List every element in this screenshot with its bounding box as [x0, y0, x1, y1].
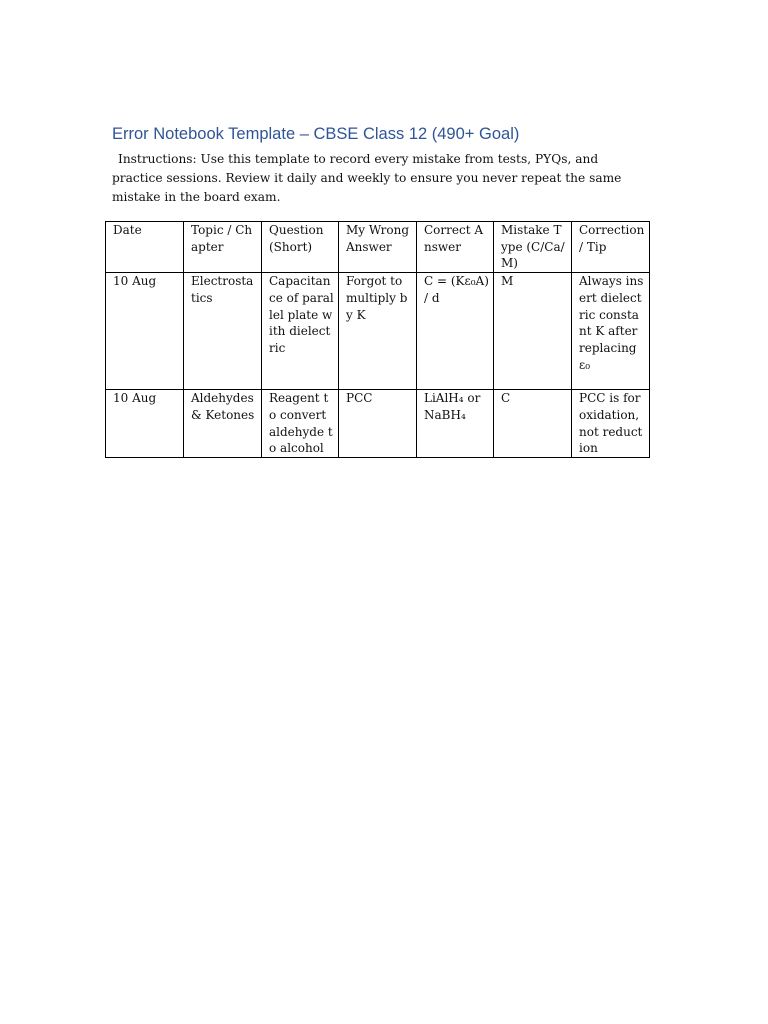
header-correction: Correction / Tip — [572, 222, 650, 273]
cell-correction: Always insert dielectric constant K after replacing ε₀ — [572, 273, 650, 390]
table-row — [106, 390, 650, 458]
cell-topic: Electrostatics — [184, 273, 262, 390]
error-table — [105, 221, 650, 458]
instructions-paragraph — [112, 150, 652, 207]
cell-question: Capacitance of parallel plate with dielectric — [262, 273, 339, 390]
header-mistake-type: Mistake Type (C/Ca/M) — [494, 222, 572, 273]
cell-date: 10 Aug — [106, 390, 184, 458]
cell-correct-answer: LiAlH₄ or NaBH₄ — [417, 390, 494, 458]
header-question: Question (Short) — [262, 222, 339, 273]
cell-correction: PCC is for oxidation, not reduction — [572, 390, 650, 458]
header-topic: Topic / Chapter — [184, 222, 262, 273]
cell-topic: Aldehydes & Ketones — [184, 390, 262, 458]
cell-wrong-answer: Forgot to multiply by K — [339, 273, 417, 390]
cell-wrong-answer: PCC — [339, 390, 417, 458]
cell-date: 10 Aug — [106, 273, 184, 390]
cell-mistake-type: C — [494, 390, 572, 458]
document-title: Error Notebook Template – CBSE Class 12 (490+ Goal) — [112, 125, 520, 143]
table-header-row — [106, 222, 650, 273]
header-date: Date — [106, 222, 184, 273]
cell-correct-answer: C = (Kε₀A) / d — [417, 273, 494, 390]
cell-mistake-type: M — [494, 273, 572, 390]
table-row — [106, 273, 650, 390]
header-wrong-answer: My Wrong Answer — [339, 222, 417, 273]
header-correct-answer: Correct Answer — [417, 222, 494, 273]
cell-question: Reagent to convert aldehyde to alcohol — [262, 390, 339, 458]
instructions-text: Instructions: Use this template to record every mistake from tests, PYQs, and practice sessions. Review it daily and weekly to ensure you never repeat the same mistake in the board exam. — [112, 152, 622, 204]
